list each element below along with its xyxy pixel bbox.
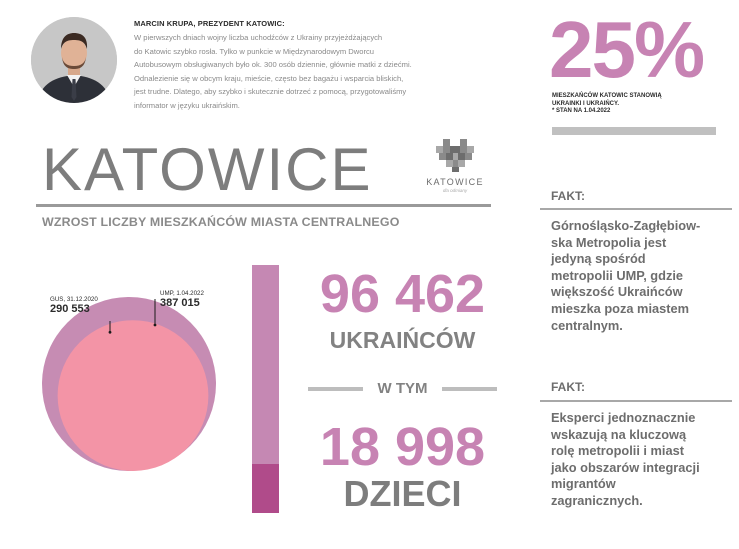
mayor-portrait bbox=[31, 17, 117, 103]
fact-line: zagranicznych. bbox=[551, 492, 643, 508]
quote-line: W pierwszych dniach wojny liczba uchodźców z Ukrainy przyjeżdżających bbox=[134, 33, 383, 42]
fact-heading: FAKT: bbox=[551, 380, 585, 394]
percent-caption-line: * STAN NA 1.04.2022 bbox=[552, 108, 611, 114]
fact-line: jako obszarów integracji bbox=[551, 459, 700, 475]
quote-line: Autobusowym obsługiwanych było ok. 300 osób dziennie, głównie matki z dziećmi. bbox=[134, 60, 412, 70]
gus-circle bbox=[58, 320, 209, 471]
fact-line: jedyną spośród bbox=[551, 251, 646, 267]
fact-text bbox=[551, 410, 737, 510]
fact-line: migrantów bbox=[551, 476, 616, 492]
fact-line: Eksperci jednoznacznie bbox=[551, 410, 696, 425]
ump-label bbox=[160, 290, 204, 309]
fact-divider bbox=[540, 208, 732, 210]
quote-line: informator w języku ukraińskim. bbox=[134, 100, 240, 110]
percent-caption-line: UKRAINKI I UKRAIŃCY. bbox=[552, 100, 620, 107]
quote-line: jest trudne. Dlatego, aby szybko i skutecznie dotrzeć z pomocą, przygotowaliśmy bbox=[134, 87, 407, 97]
ump-value: 387 015 bbox=[160, 297, 200, 309]
children-bar-segment bbox=[252, 464, 279, 513]
quote-line: Odnalezienie się w obcym kraju, mieście, często bez bagażu i wsparcia bliskich, bbox=[134, 73, 404, 83]
fact-line: wskazują na kluczową bbox=[551, 426, 687, 442]
percent-caption-line: MIESZKAŃCÓW KATOWIC STANOWIĄ bbox=[552, 93, 662, 99]
children-total: 18 998 bbox=[319, 417, 486, 477]
quote-text bbox=[134, 31, 514, 113]
speaker-name: MARCIN KRUPA, PREZYDENT KATOWIC: bbox=[134, 19, 285, 28]
chart-subtitle: WZROST LICZBY MIESZKAŃCÓW MIASTA CENTRALNEGO bbox=[42, 215, 400, 229]
gus-leader-dot bbox=[109, 331, 112, 334]
ukrainians-label: UKRAIŃCÓW bbox=[329, 327, 476, 353]
quote-line: do Katowic szybko rosła. Tylko w punkcie w Międzynarodowym Dworcu bbox=[134, 46, 374, 56]
fact-line: ska Metropolia jest bbox=[551, 234, 667, 250]
title-divider bbox=[36, 204, 491, 207]
percent-value: 25% bbox=[549, 5, 704, 94]
logo-tagline: dla odmiany bbox=[442, 188, 468, 193]
children-label: DZIECI bbox=[343, 473, 462, 514]
logo-wordmark: KATOWICE bbox=[426, 177, 484, 187]
city-title: KATOWICE bbox=[42, 136, 373, 203]
connector-text: W TYM bbox=[377, 380, 428, 397]
gus-label bbox=[50, 296, 98, 315]
fact-text bbox=[551, 218, 737, 334]
fact-heading: FAKT: bbox=[551, 189, 585, 203]
ump-leader-dot bbox=[154, 324, 157, 327]
fact-line: większość Ukraińców bbox=[551, 284, 683, 300]
percent-caption bbox=[552, 93, 727, 116]
gus-date: GUS, 31.12.2020 bbox=[50, 296, 98, 303]
gus-value: 290 553 bbox=[50, 303, 90, 315]
fact-line: Górnośląsko-Zagłębiow- bbox=[551, 218, 701, 233]
ukrainians-bar-segment bbox=[252, 265, 279, 464]
fact-line: metropolii UMP, gdzie bbox=[551, 267, 684, 283]
ukrainians-proportion-bar bbox=[252, 265, 279, 513]
ump-date: UMP, 1.04.2022 bbox=[160, 290, 204, 297]
fact-line: rolę metropolii i miast bbox=[551, 443, 684, 459]
fact-line: mieszka poza miastem bbox=[551, 300, 689, 316]
connector-rule-left bbox=[308, 387, 363, 391]
fact-divider bbox=[540, 400, 732, 402]
fact-line: centralnym. bbox=[551, 317, 623, 333]
ukrainians-total: 96 462 bbox=[319, 264, 486, 324]
percent-underline bbox=[552, 127, 716, 135]
connector-rule-right bbox=[442, 387, 497, 391]
